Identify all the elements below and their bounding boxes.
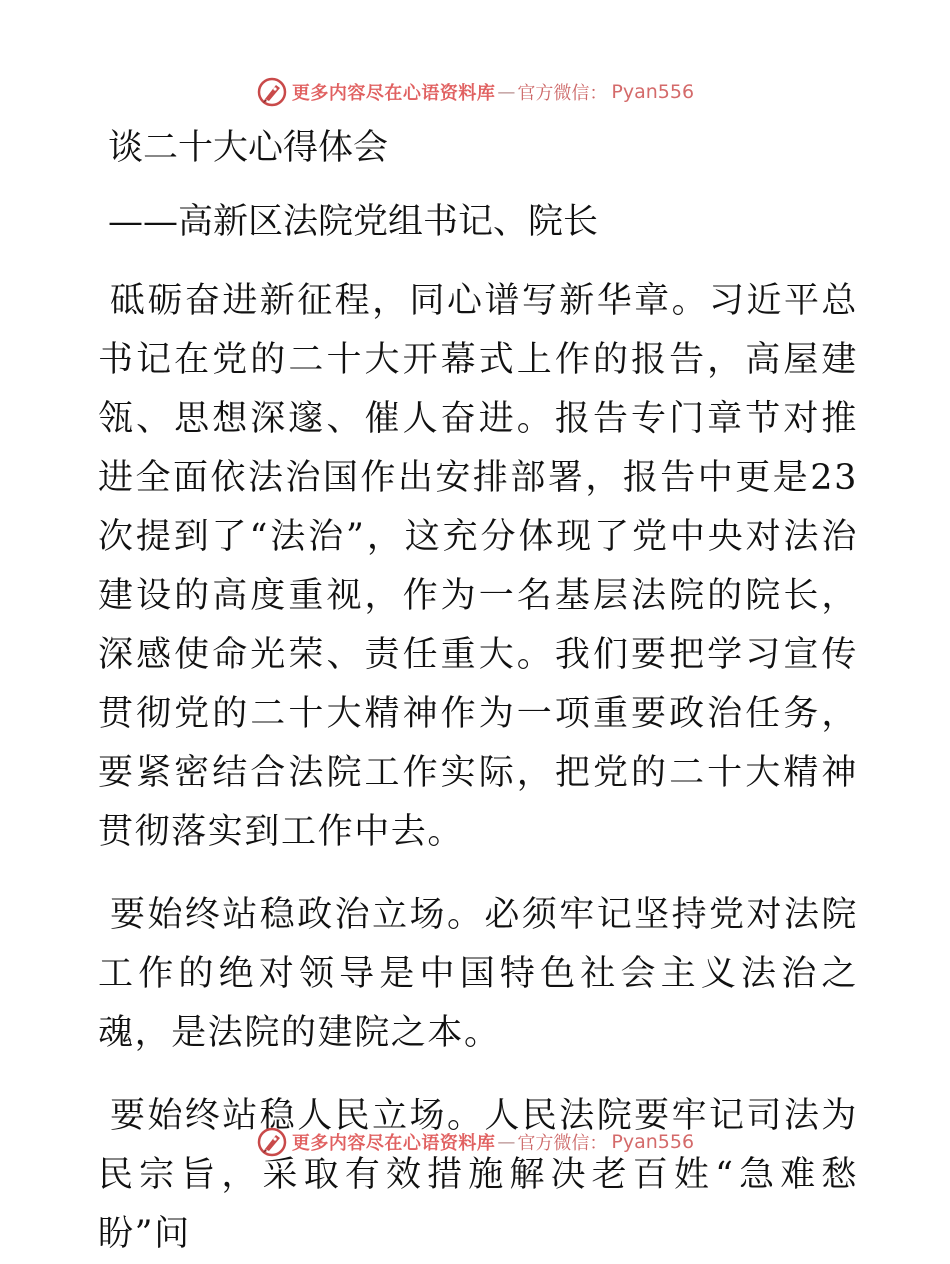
header-brand-text: 更多内容尽在心语资料库 [291,83,496,104]
paragraph: 要始终站稳人民立场。人民法院要牢记司法为民宗旨，采取有效措施解决老百姓“急难愁盼”问 [98,1096,858,1254]
footer-dash: — [497,1131,516,1153]
pen-nib-logo-icon [256,76,288,108]
paragraph: 砥砺奋进新征程，同心谱写新华章。习近平总书记在党的二十大开幕式上作的报告，高屋建瓴、思想深邃、催人奋进。报告专门章节对推进全面依法治国作出安排部署，报告中更是23次提到了“法治”，这充分体现了党中央对法治建设的高度重视，作为一名基层法院的院长，深感使命光荣、责任重大。我们要把学习宣传贯彻党的二十大精神作为一项重要政治任务，要紧密结合法院工作实际，把党的二十大精神贯彻落实到工作中去。 [98,281,858,852]
document-subtitle: ——高新区法院党组书记、院长 [108,202,599,242]
page-footer [0,1122,950,1162]
pen-nib-logo-icon [256,1126,288,1158]
header-wechat-id: Pyan556 [611,81,695,103]
page-header [0,72,950,112]
header-official-label: 官方微信： [517,83,608,104]
footer-official-label: 官方微信： [517,1133,608,1154]
footer-brand-text: 更多内容尽在心语资料库 [291,1133,496,1154]
document-title: 谈二十大心得体会 [108,128,389,168]
header-dash: — [497,81,516,103]
document-body [98,120,858,1264]
footer-wechat-id: Pyan556 [611,1131,695,1153]
paragraph: 要始终站稳政治立场。必须牢记坚持党对法院工作的绝对领导是中国特色社会主义法治之魂，是法院的建院之本。 [98,895,858,1053]
